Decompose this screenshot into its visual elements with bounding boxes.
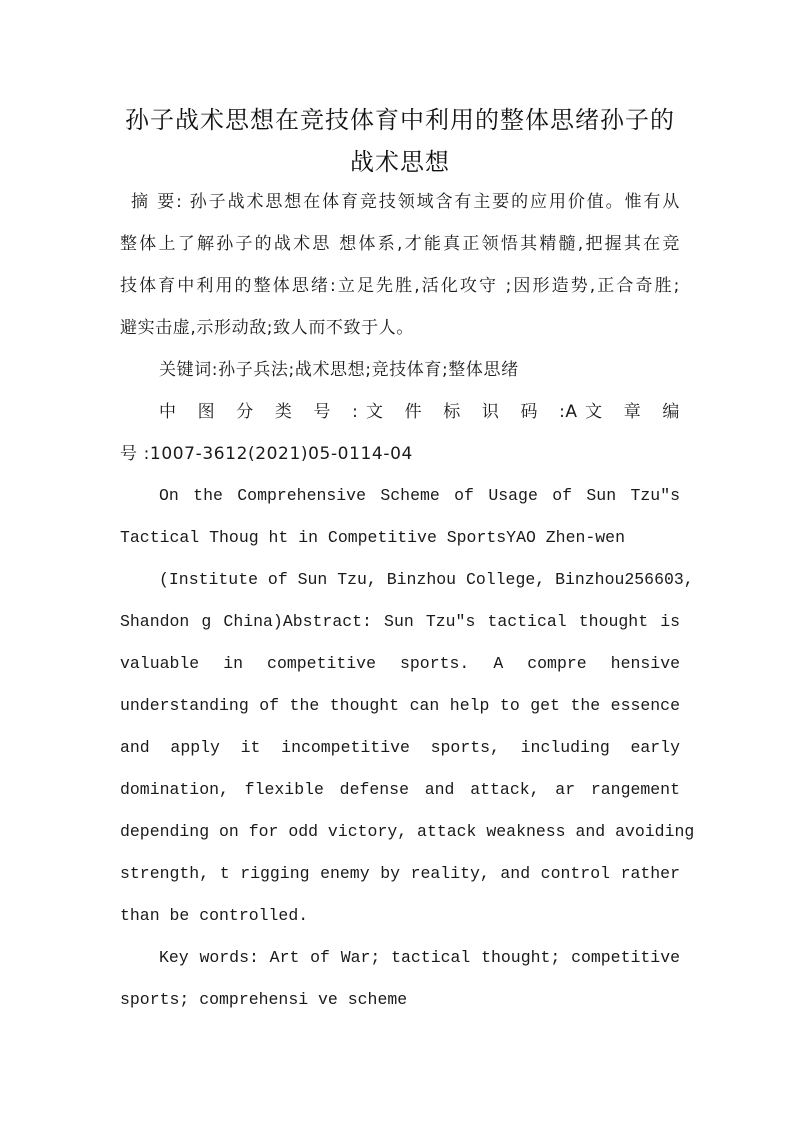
english-abstract-line-1: (Institute of Sun Tzu, Binzhou College, Binzhou256603,: [159, 570, 694, 589]
document-title-line-1: 孙子战术思想在竞技体育中利用的整体思绪孙子的: [125, 106, 675, 134]
english-title-line-2: Tactical Thoug ht in Competitive SportsYAO Zhen-wen: [120, 528, 625, 547]
english-abstract-line-3: valuable in competitive sports. A compre hensive: [120, 654, 680, 673]
classification-line-2: 号 :1007-3612(2021)05-0114-04: [120, 444, 413, 464]
abstract-cn-line-1: 摘 要: 孙子战术思想在体育竞技领域含有主要的应用价值。惟有从: [131, 192, 680, 212]
abstract-cn-line-4: 避实击虚,示形动敌;致人而不致于人。: [120, 318, 414, 338]
english-abstract-line-8: strength, t rigging enemy by reality, and control rather: [120, 864, 680, 883]
english-abstract-line-6: domination, flexible defense and attack, ar rangement: [120, 780, 680, 799]
english-title-line-1: On the Comprehensive Scheme of Usage of Sun Tzu"s: [159, 486, 680, 505]
keywords-en-line-1: Key words: Art of War; tactical thought; competitive: [159, 948, 680, 967]
document-title-line-2: 战术思想: [350, 148, 450, 176]
english-abstract-line-4: understanding of the thought can help to get the essence: [120, 696, 680, 715]
english-abstract-line-2: Shandon g China)Abstract: Sun Tzu"s tactical thought is: [120, 612, 680, 631]
abstract-cn-line-3: 技体育中利用的整体思绪:立足先胜,活化攻守 ;因形造势,正合奇胜;: [120, 276, 680, 296]
english-abstract-line-7: depending on for odd victory, attack weakness and avoiding: [120, 822, 695, 841]
keywords-en-line-2: sports; comprehensi ve scheme: [120, 990, 408, 1009]
english-abstract-line-5: and apply it incompetitive sports, including early: [120, 738, 680, 757]
keywords-cn: 关键词:孙子兵法;战术思想;竞技体育;整体思绪: [159, 360, 519, 380]
abstract-cn-line-2: 整体上了解孙子的战术思 想体系,才能真正领悟其精髓,把握其在竞: [120, 234, 680, 254]
classification-line-1: 中 图 分 类 号 :文 件 标 识 码 :A文 章 编: [159, 402, 680, 422]
english-abstract-line-9: than be controlled.: [120, 906, 309, 925]
